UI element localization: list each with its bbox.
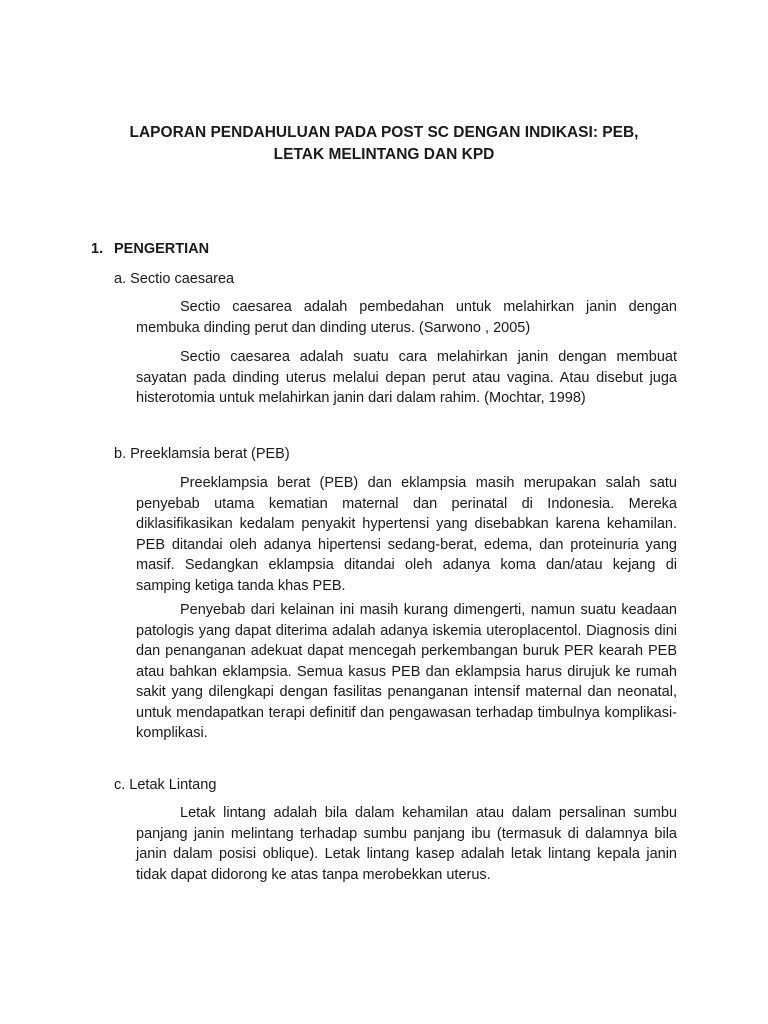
paragraph-b-2: Penyebab dari kelainan ini masih kurang dimengerti, namun suatu keadaan patologis yang dapat diterima adalah adanya iskemia uteroplacentol. Diagnosis dini dan penanganan adekuat dapat mencegah perkembangan buruk PER kearah PEB atau bahkan eklampsia. Semua kasus PEB dan eklampsia harus dirujuk ke rumah sakit yang dilengkapi dengan fasilitas penanganan intensif maternal dan neonatal, untuk mendapatkan terapi definitif dan pengawasan terhadap timbulnya komplikasi-komplikasi. <box>136 602 677 741</box>
paragraph-a-2: Sectio caesarea adalah suatu cara melahirkan janin dengan membuat sayatan pada dinding uterus melalui depan perut atau vagina. Atau disebut juga histerotomia untuk melahirkan janin dari dalam rahim. (Mochtar, 1998) <box>136 349 677 406</box>
subsection-heading-a: a. Sectio caesarea <box>114 271 235 287</box>
title-line-2: LETAK MELINTANG DAN KPD <box>273 146 495 163</box>
paragraph-a-1: Sectio caesarea adalah pembedahan untuk melahirkan janin dengan membuka dinding perut dan dinding uterus. (Sarwono , 2005) <box>136 299 677 336</box>
paragraph-c-1: Letak lintang adalah bila dalam kehamilan atau dalam persalinan sumbu panjang janin melintang terhadap sumbu panjang ibu (termasuk di dalamnya bila janin dalam posisi oblique). Letak lintang kasep adalah letak lintang kepala janin tidak dapat didorong ke atas tanpa merobekkan uterus. <box>136 805 677 883</box>
section-heading <box>91 239 209 259</box>
title-line-1: LAPORAN PENDAHULUAN PADA POST SC DENGAN INDIKASI: PEB, <box>129 124 639 141</box>
paragraph-b-1: Preeklampsia berat (PEB) dan eklampsia masih merupakan salah satu penyebab utama kematian maternal dan perinatal di Indonesia. Mereka diklasifikasikan kedalam penyakit hypertensi yang disebabkan karena kehamilan. PEB ditandai oleh adanya hipertensi sedang-berat, edema, dan proteinuria yang masif. Sedangkan eklampsia ditandai oleh adanya koma dan/atau kejang di samping ketiga tanda khas PEB. <box>136 475 677 594</box>
subsection-heading-c: c. Letak Lintang <box>114 777 217 793</box>
section-number: 1. <box>91 241 104 257</box>
document-title <box>60 122 708 166</box>
section-title: PENGERTIAN <box>114 241 210 257</box>
subsection-heading-b: b. Preeklamsia berat (PEB) <box>114 446 290 462</box>
